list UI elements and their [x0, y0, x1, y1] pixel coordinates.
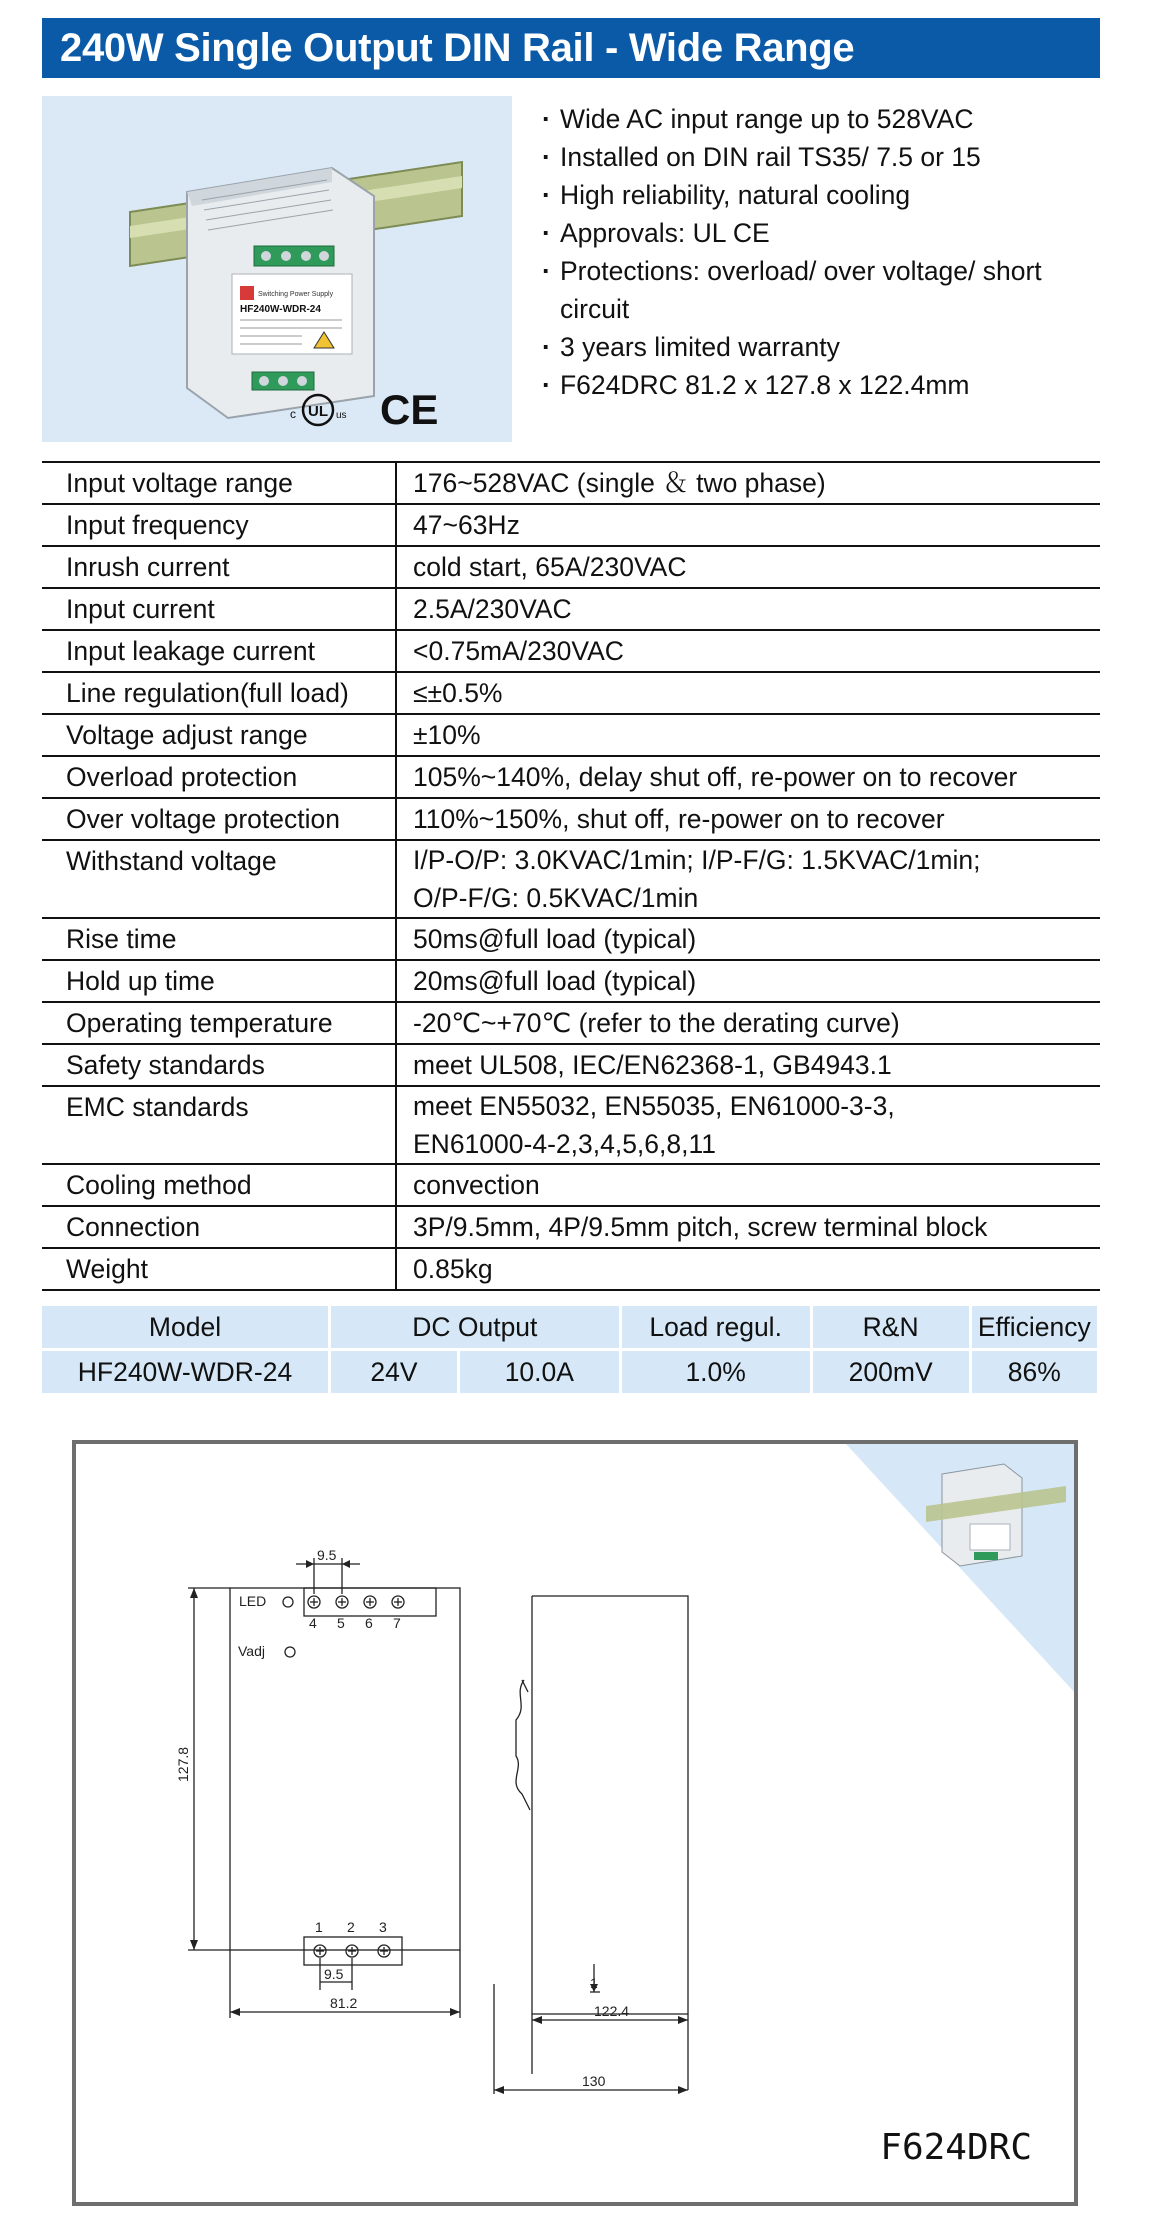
- feature-item: · 3 years limited warranty: [542, 328, 1102, 366]
- spec-value-line: I/P-O/P: 3.0KVAC/1min; I/P-F/G: 1.5KVAC/1min;: [413, 845, 981, 875]
- spec-label: Operating temperature: [42, 1002, 396, 1044]
- spec-value: <0.75mA/230VAC: [396, 630, 1100, 672]
- spec-label: Weight: [42, 1248, 396, 1290]
- spec-label: Input current: [42, 588, 396, 630]
- spec-value: ≤±0.5%: [396, 672, 1100, 714]
- dim-pitch-top: 9.5: [317, 1547, 337, 1563]
- spec-row: [42, 1044, 1100, 1086]
- spec-label: Inrush current: [42, 546, 396, 588]
- spec-row: [42, 504, 1100, 546]
- spec-value: 20ms@full load (typical): [396, 960, 1100, 1002]
- spec-label: Cooling method: [42, 1164, 396, 1206]
- cell-voltage: 24V: [330, 1350, 459, 1395]
- svg-text:us: us: [336, 410, 347, 421]
- spec-row: [42, 798, 1100, 840]
- spec-row: [42, 1248, 1100, 1290]
- spec-row: [42, 588, 1100, 630]
- spec-value: ±10%: [396, 714, 1100, 756]
- spec-label: Input frequency: [42, 504, 396, 546]
- spec-value: 176~528VAC (single ＆ two phase): [396, 462, 1100, 504]
- spec-row: [42, 1086, 1100, 1164]
- spec-value: 47~63Hz: [396, 504, 1100, 546]
- terminal-7: 7: [393, 1615, 401, 1631]
- led-label: LED: [239, 1593, 267, 1609]
- dim-height: 127.8: [175, 1746, 191, 1782]
- spec-label: Connection: [42, 1206, 396, 1248]
- terminal-1: 1: [315, 1919, 323, 1935]
- spec-value: cold start, 65A/230VAC: [396, 546, 1100, 588]
- ce-mark-icon: CE: [380, 386, 439, 433]
- feature-item: · Protections: overload/ over voltage/ short circuit: [542, 252, 1102, 328]
- product-photo: [42, 96, 512, 442]
- spec-row: [42, 756, 1100, 798]
- feature-item: · Approvals: UL CE: [542, 214, 1102, 252]
- spec-row: [42, 462, 1100, 504]
- spec-label: Line regulation(full load): [42, 672, 396, 714]
- spec-row: [42, 630, 1100, 672]
- header-dc-output: DC Output: [330, 1306, 621, 1350]
- spec-row: [42, 1164, 1100, 1206]
- feature-item: · Wide AC input range up to 528VAC: [542, 100, 1102, 138]
- photo-label-model: HF240W-WDR-24: [240, 304, 321, 315]
- spec-row: [42, 672, 1100, 714]
- spec-label: Over voltage protection: [42, 798, 396, 840]
- spec-value-line: O/P-F/G: 0.5KVAC/1min: [413, 883, 699, 913]
- spec-value: -20℃~+70℃ (refer to the derating curve): [396, 1002, 1100, 1044]
- vadj-label: Vadj: [238, 1643, 265, 1659]
- spec-value-line: meet EN55032, EN55035, EN61000-3-3,: [413, 1091, 895, 1121]
- spec-row: [42, 918, 1100, 960]
- header-efficiency: Efficiency: [970, 1306, 1098, 1350]
- header-rn: R&N: [811, 1306, 970, 1350]
- page-title: 240W Single Output DIN Rail - Wide Range: [42, 18, 1100, 78]
- spec-value: 2.5A/230VAC: [396, 588, 1100, 630]
- model-table-header: [42, 1306, 1099, 1350]
- spec-value: 50ms@full load (typical): [396, 918, 1100, 960]
- terminal-4: 4: [309, 1615, 317, 1631]
- spec-row: [42, 546, 1100, 588]
- spec-value-line: EN61000-4-2,3,4,5,6,8,11: [413, 1129, 717, 1159]
- spec-value: 3P/9.5mm, 4P/9.5mm pitch, screw terminal block: [396, 1206, 1100, 1248]
- spec-label: Input leakage current: [42, 630, 396, 672]
- model-table: [42, 1306, 1100, 1396]
- cell-load-regul: 1.0%: [620, 1350, 811, 1395]
- spec-label: Safety standards: [42, 1044, 396, 1086]
- spec-label: Hold up time: [42, 960, 396, 1002]
- spec-label: EMC standards: [42, 1086, 396, 1164]
- spec-label: Overload protection: [42, 756, 396, 798]
- spec-value: 110%~150%, shut off, re-power on to recover: [396, 798, 1100, 840]
- cell-model: HF240W-WDR-24: [42, 1350, 330, 1395]
- dim-pitch-bottom: 9.5: [324, 1966, 344, 1982]
- mechanical-drawing: [72, 1440, 1078, 2206]
- feature-list: [542, 100, 1102, 404]
- dim-depth: 122.4: [594, 2003, 630, 2019]
- cell-efficiency: 86%: [970, 1350, 1098, 1395]
- feature-item: · F624DRC 81.2 x 127.8 x 122.4mm: [542, 366, 1102, 404]
- spec-value: [396, 840, 1100, 918]
- terminal-3: 3: [379, 1919, 387, 1935]
- header-load-regul: Load regul.: [620, 1306, 811, 1350]
- spec-value: [396, 1086, 1100, 1164]
- terminal-6: 6: [365, 1615, 373, 1631]
- feature-item: · High reliability, natural cooling: [542, 176, 1102, 214]
- terminal-5: 5: [337, 1615, 345, 1631]
- photo-label-brand: Switching Power Supply: [258, 291, 334, 298]
- spec-label: Voltage adjust range: [42, 714, 396, 756]
- spec-row: [42, 1002, 1100, 1044]
- spec-row: [42, 714, 1100, 756]
- feature-item: · Installed on DIN rail TS35/ 7.5 or 15: [542, 138, 1102, 176]
- dim-small: 1: [590, 1975, 598, 1991]
- model-table-row: [42, 1350, 1099, 1395]
- spec-label: Rise time: [42, 918, 396, 960]
- terminal-2: 2: [347, 1919, 355, 1935]
- cell-rn: 200mV: [811, 1350, 970, 1395]
- spec-row: [42, 1206, 1100, 1248]
- spec-row: [42, 960, 1100, 1002]
- spec-value: 0.85kg: [396, 1248, 1100, 1290]
- spec-table: [42, 461, 1100, 1291]
- spec-value: convection: [396, 1164, 1100, 1206]
- cell-current: 10.0A: [459, 1350, 621, 1395]
- spec-value: 105%~140%, delay shut off, re-power on to recover: [396, 756, 1100, 798]
- svg-text:c: c: [290, 407, 296, 421]
- dim-width: 81.2: [330, 1995, 358, 2011]
- spec-label: Withstand voltage: [42, 840, 396, 918]
- header-model: Model: [42, 1306, 330, 1350]
- svg-text:UL: UL: [308, 403, 328, 420]
- spec-label: Input voltage range: [42, 462, 396, 504]
- drawing-code: F624DRC: [880, 2127, 1032, 2168]
- spec-row: [42, 840, 1100, 918]
- dim-total-depth: 130: [582, 2073, 606, 2089]
- spec-value: meet UL508, IEC/EN62368-1, GB4943.1: [396, 1044, 1100, 1086]
